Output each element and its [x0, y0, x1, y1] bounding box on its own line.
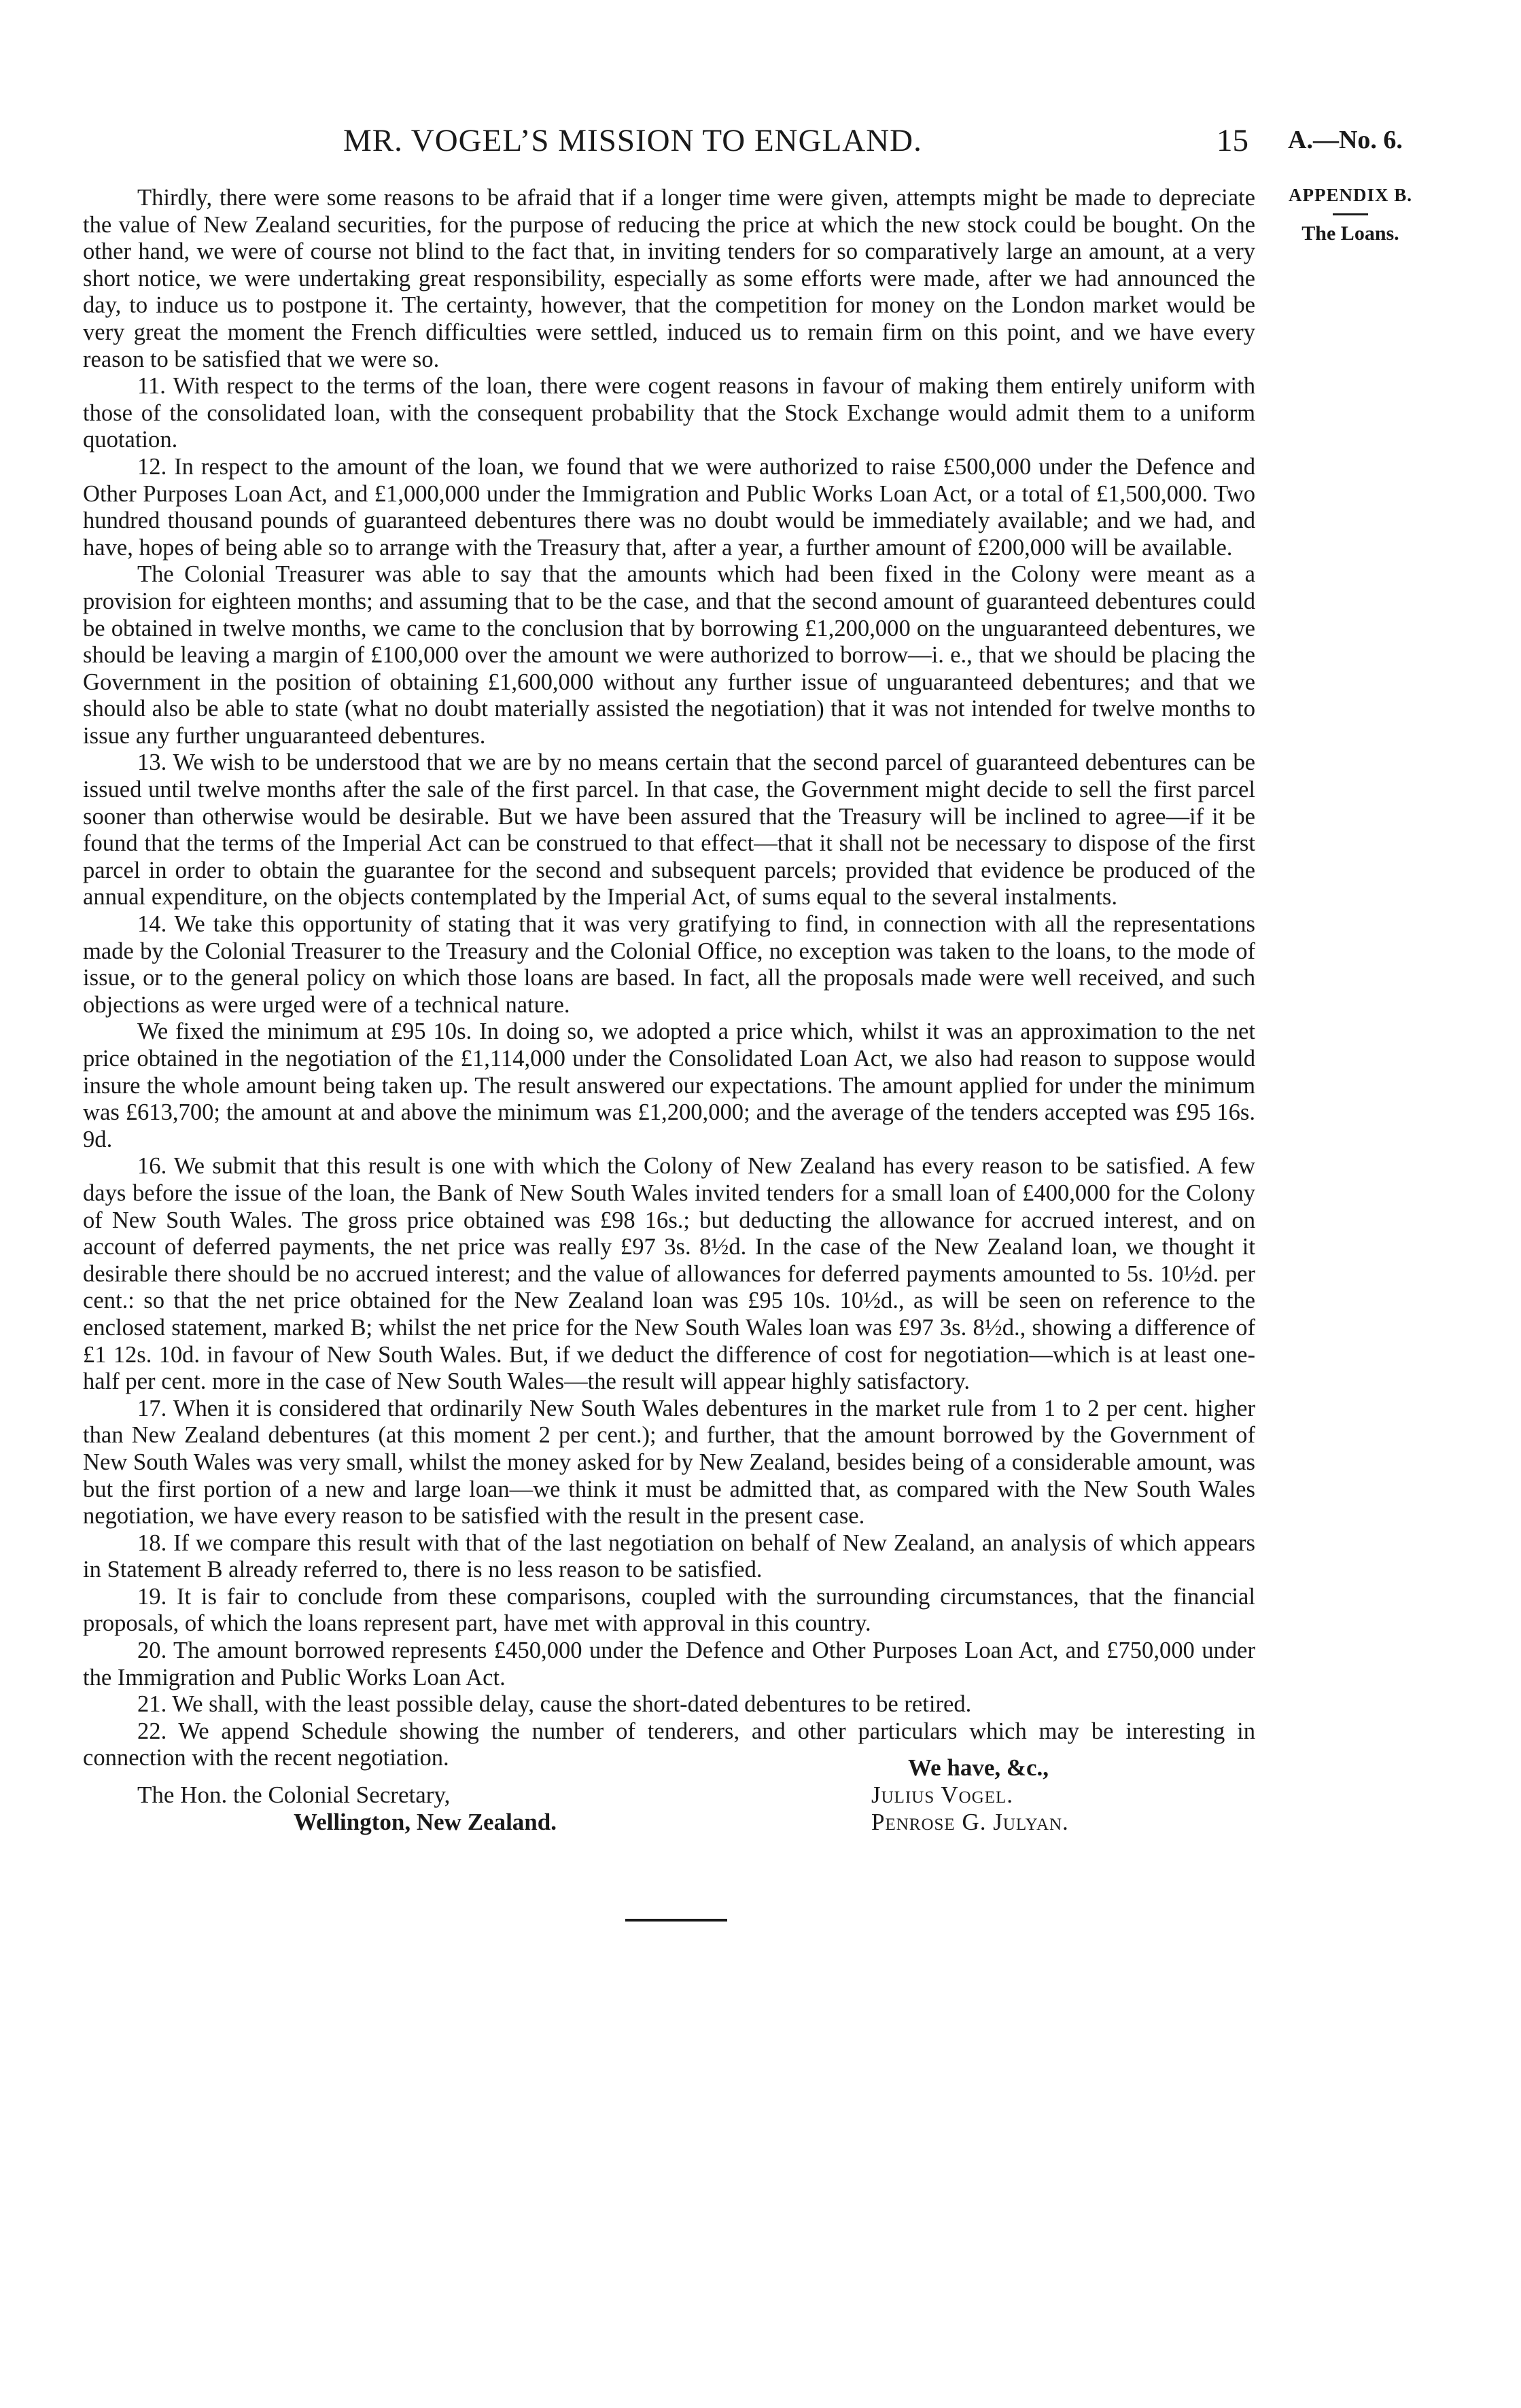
signature-block	[871, 1754, 1069, 1836]
paragraph-14: 14. We take this opportunity of stating that it was very gratifying to find, in connection with all the representations made by the Colonial Treasurer to the Treasury and the Colonial Office, no exception was taken to the loans, to the mode of issue, or to the general policy on which those loans are based. In fact, all the proposals made were well received, and such objections as were urged were of a technical nature.	[83, 911, 1255, 1018]
paragraph-18: 18. If we compare this result with that of the last negotiation on behalf of New Zealand, an analysis of which appears in Statement B already referred to, there is no less reason to be satisfied.	[83, 1529, 1255, 1583]
margin-divider	[1333, 213, 1368, 215]
closing-salutation: We have, &c.,	[908, 1754, 1049, 1781]
paragraph-16: 16. We submit that this result is one with which the Colony of New Zealand has every reason to be satisfied. A few days before the issue of the loan, the Bank of New South Wales invited tenders for a small loan of £400,000 for the Colony of New South Wales. The gross price obtained was £98 16s.; but deducting the allowance for accrued interest, and on account of deferred payments, the net price was really £97 3s. 8½d. In the case of the New Zealand loan, we thought it desirable there should be no accrued interest; and the value of allowances for deferred payments amounted to 5s. 10½d. per cent.: so that the net price obtained for the New Zealand loan was £95 10s. 10½d., as will be seen on reference to the enclosed statement, marked B; whilst the net price for the New South Wales loan was £97 3s. 8½d., showing a difference of £1 12s. 10d. in favour of New South Wales. But, if we deduct the difference of cost for negotiation—which is at least one-half per cent. more in the case of New South Wales—the result will appear highly satisfactory.	[83, 1153, 1255, 1395]
paragraph-13: 13. We wish to be understood that we are by no means certain that the second parcel of guaranteed debentures can be issued until twelve months after the sale of the first parcel. In that case, the Government might decide to sell the first parcel sooner than otherwise would be desirable. But we have been assured that the Treasury will be inclined to agree—if it be found that the terms of the Imperial Act can be construed to that effect—that it shall not be necessary to dispose of the first parcel in order to obtain the guarantee for the second and subsequent parcels; provided that evidence be produced of the annual expenditure, on the objects contemplated by the Imperial Act, of sums equal to the several instalments.	[83, 749, 1255, 910]
signatory-vogel: Julius Vogel.	[871, 1782, 1014, 1808]
margin-appendix-label: APPENDIX B.	[1288, 185, 1412, 205]
paragraph-17: 17. When it is considered that ordinarily New South Wales debentures in the market rule from 1 to 2 per cent. higher than New Zealand debentures (at this moment 2 per cent.); and further, that the amount borrowed by the Government of New South Wales was very small, whilst the money asked for by New Zealand, besides being of a considerable amount, was but the first portion of a new and large loan—we think it must be admitted that, as compared with the New South Wales negotiation, we have every reason to be satisfied with the result in the present case.	[83, 1395, 1255, 1529]
paragraph-22: 22. We append Schedule showing the number of tenderers, and other particulars which may be interesting in connection with the recent negotiation.	[83, 1718, 1255, 1771]
addressee-location: Wellington, New Zealand.	[294, 1809, 557, 1835]
margin-section-label: The Loans.	[1301, 222, 1399, 245]
paragraph-20: 20. The amount borrowed represents £450,000 under the Defence and Other Purposes Loan Act, and £750,000 under the Immigration and Public Works Loan Act.	[83, 1637, 1255, 1690]
paragraph-thirdly: Thirdly, there were some reasons to be afraid that if a longer time were given, attempts might be made to depreciate the value of New Zealand securities, for the purpose of reducing the price at which the new stock could be bought. On the other hand, we were of course not blind to the fact that, in inviting tenders for so comparatively large an amount, at a very short notice, we were undertaking great responsibility, especially as some efforts were made, after we had announced the day, to induce us to postpone it. The certainty, however, that the competition for money on the London market would be very great the moment the French difficulties were settled, induced us to remain firm on this point, and we have every reason to be satisfied that we were so.	[83, 185, 1255, 372]
addressee-title: The Hon. the Colonial Secretary,	[137, 1782, 451, 1808]
end-rule	[625, 1919, 727, 1922]
document-reference: A.—No. 6.	[1288, 126, 1403, 154]
page-number: 15	[1217, 123, 1248, 158]
signatory-julyan: Penrose G. Julyan.	[871, 1809, 1069, 1835]
page-header	[0, 122, 1521, 170]
letter-body	[83, 185, 1255, 1772]
addressee-block	[137, 1782, 557, 1836]
paragraph-19: 19. It is fair to conclude from these comparisons, coupled with the surrounding circumstances, that the financial proposals, of which the loans represent part, have met with approval in this country.	[83, 1583, 1255, 1637]
paragraph-11: 11. With respect to the terms of the loan, there were cogent reasons in favour of making them entirely uniform with those of the consolidated loan, with the consequent probability that the Stock Exchange would admit them to a uniform quotation.	[83, 373, 1255, 453]
paragraph-12: 12. In respect to the amount of the loan, we found that we were authorized to raise £500,000 under the Defence and Other Purposes Loan Act, and £1,000,000 under the Immigration and Public Works Loan Act, or a total of £1,500,000. Two hundred thousand pounds of guaranteed debentures there was no doubt would be immediately available; and we had, and have, hopes of being able so to arrange with the Treasury that, after a year, a further amount of £200,000 will be available.	[83, 453, 1255, 561]
paragraph-minimum: We fixed the minimum at £95 10s. In doing so, we adopted a price which, whilst it was an approximation to the net price obtained in the negotiation of the £1,114,000 under the Consolidated Loan Act, we also had reason to suppose would insure the whole amount being taken up. The result answered our expectations. The amount applied for under the minimum was £613,700; the amount at and above the minimum was £1,200,000; and the average of the tenders accepted was £95 16s. 9d.	[83, 1019, 1255, 1152]
page-title: MR. VOGEL’S MISSION TO ENGLAND.	[343, 123, 922, 158]
paragraph-colonial-treasurer: The Colonial Treasurer was able to say that the amounts which had been fixed in the Colony were meant as a provision for eighteen months; and assuming that to be the case, and that the second amount of guaranteed debentures could be obtained in twelve months, we came to the conclusion that by borrowing £1,200,000 on the unguaranteed debentures, we should be leaving a margin of £100,000 over the amount we were authorized to borrow—i. e., that we should be placing the Government in the position of obtaining £1,600,000 without any further issue of unguaranteed debentures; and that we should also be able to state (what no doubt materially assisted the negotiation) that it was not intended for twelve months to issue any further unguaranteed debentures.	[83, 561, 1255, 749]
margin-note	[1279, 185, 1422, 245]
paragraph-21: 21. We shall, with the least possible delay, cause the short-dated debentures to be retired.	[137, 1691, 972, 1718]
